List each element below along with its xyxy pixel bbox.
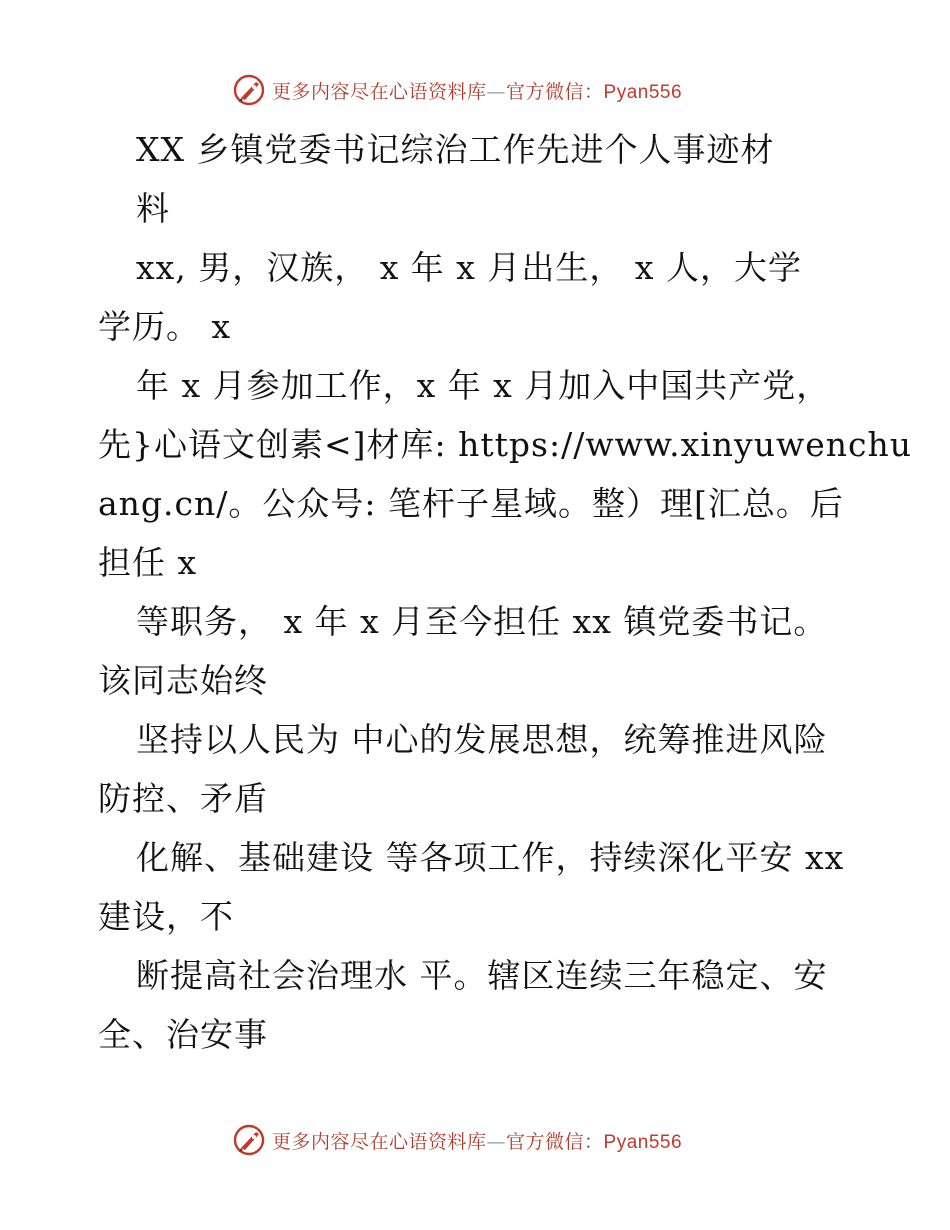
footer-official-label: 官方微信	[506, 1130, 585, 1153]
doc-text-line: 年 x 月参加工作，x 年 x 月加入中国共产党，	[136, 366, 831, 405]
doc-text-line: 坚持以人民为 中心的发展思想，统筹推进风险	[136, 720, 828, 759]
doc-text-line: 防控、矛盾	[98, 779, 268, 818]
doc-text-line: 先}心语文创素<]材库: https://www.xinyuwenchu	[98, 425, 912, 464]
doc-text-line: 建设，不	[98, 897, 234, 936]
doc-text-line: 断提高社会治理水 平。辖区连续三年稳定、安	[136, 956, 828, 995]
header-colon: ：	[584, 80, 604, 103]
footer-colon: ：	[584, 1130, 604, 1153]
footer-brand-text: 更多内容尽在心语资料库	[272, 1130, 487, 1153]
doc-text-line: ang.cn/。公众号: 笔杆子星域。整）理[汇总。后	[98, 484, 844, 523]
doc-text-line: 全、治安事	[98, 1015, 268, 1054]
header-wechat-id: Pyan556	[603, 81, 683, 103]
header-brand-text: 更多内容尽在心语资料库	[272, 80, 487, 103]
footer-banner	[232, 1122, 752, 1158]
quill-logo-icon	[232, 1123, 266, 1157]
doc-title-line-2: 料	[136, 189, 170, 228]
doc-text-line: 学历。 x	[98, 307, 232, 346]
footer-dash: —	[486, 1130, 507, 1153]
header-dash: —	[486, 80, 507, 103]
doc-text-line: 等职务， x 年 x 月至今担任 xx 镇党委书记。	[136, 602, 828, 641]
header-official-label: 官方微信	[506, 80, 585, 103]
footer-wechat-id: Pyan556	[603, 1131, 683, 1153]
doc-text-line: xx, 男，汉族， x 年 x 月出生， x 人，大学	[136, 248, 802, 287]
doc-text-line: 化解、基础建设 等各项工作，持续深化平安 xx	[136, 838, 845, 877]
doc-text-line: 该同志始终	[98, 661, 268, 700]
document-body	[98, 120, 912, 1064]
footer-banner-text	[272, 1127, 682, 1154]
quill-logo-icon	[232, 73, 266, 107]
header-banner	[232, 72, 752, 108]
doc-title-line-1: XX 乡镇党委书记综治工作先进个人事迹材	[136, 130, 775, 169]
doc-text-line: 担任 x	[98, 543, 198, 582]
header-banner-text	[272, 77, 682, 104]
